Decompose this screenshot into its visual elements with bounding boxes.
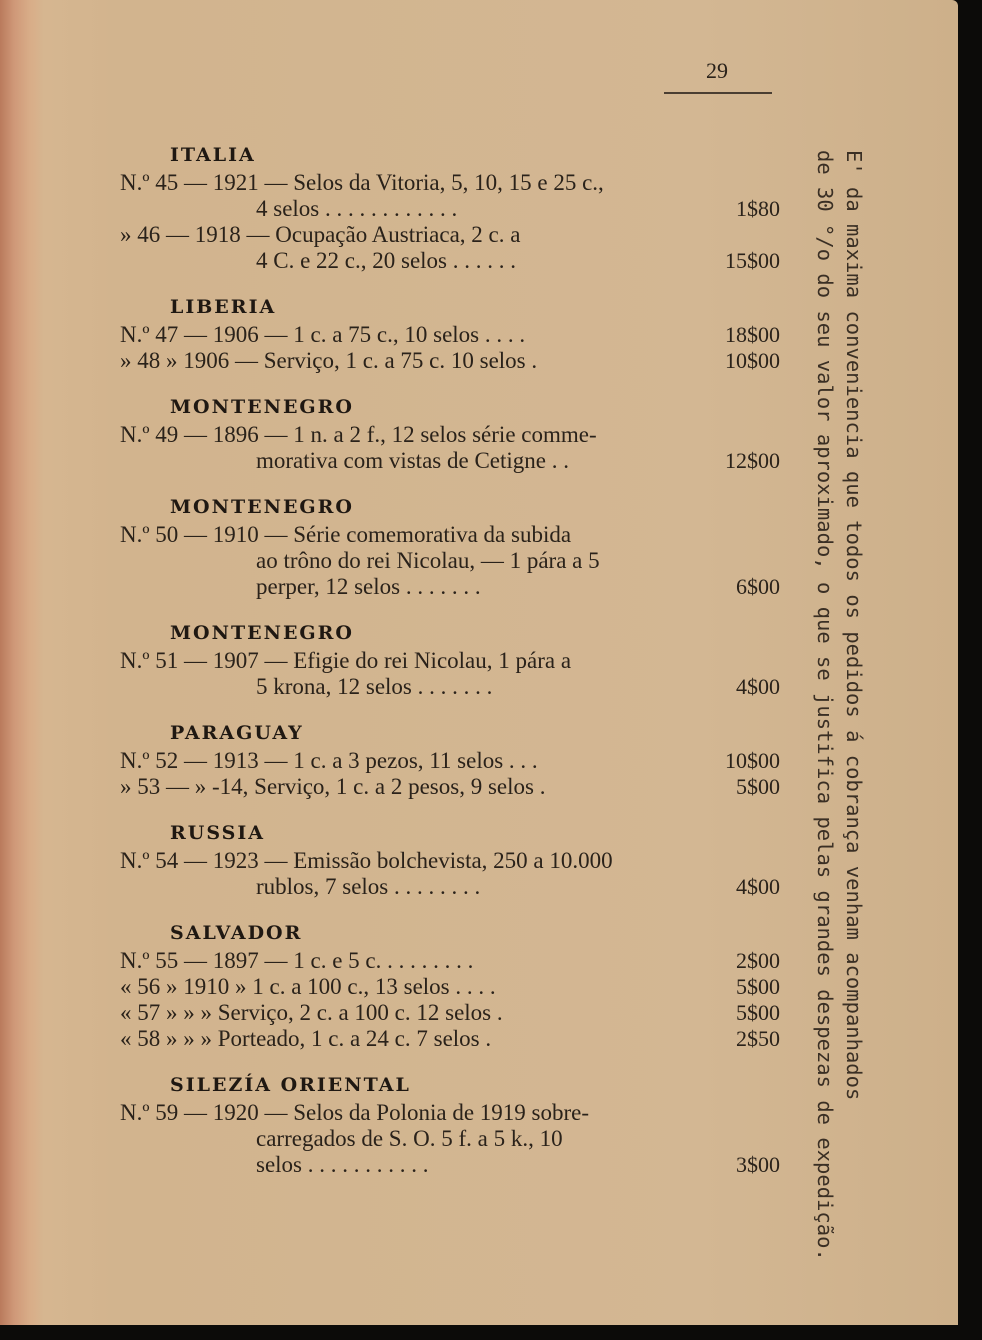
entry-continuation-line: ao trôno do rei Nicolau, — 1 pára a 5 [256,548,600,573]
catalog-section [120,392,780,474]
catalog-entry [120,748,780,774]
catalog-entry [120,1000,780,1026]
entry-line: N.º 59 — 1920 — Selos da Polonia de 1919 sobre- [120,1100,590,1125]
catalog-section [120,140,780,274]
entry-line: » 53 — » -14, Serviço, 1 c. a 2 pesos, 9 selos . [120,774,546,799]
entry-price: 5$00 [736,1000,780,1025]
entry-price: 1$80 [736,196,780,221]
entry-line: N.º 49 — 1896 — 1 n. a 2 f., 12 selos série comme- [120,422,597,447]
catalog-entry [120,222,780,274]
catalog-entry [120,422,780,474]
entry-price: 2$50 [736,1026,780,1051]
entry-continuation-line: rublos, 7 selos . . . . . . . . [256,874,481,899]
entry-price: 4$00 [736,874,780,899]
catalog-entry [120,1026,780,1052]
catalog-entry [120,774,780,800]
entry-line: N.º 47 — 1906 — 1 c. a 75 c., 10 selos . . . . [120,322,526,347]
entry-line: N.º 55 — 1897 — 1 c. e 5 c. . . . . . . . . [120,948,474,973]
catalog-section [120,718,780,800]
catalog-entry [120,974,780,1000]
section-heading: MONTENEGRO [170,622,354,644]
catalog-section [120,618,780,700]
page-number: 29 [706,58,728,83]
side-note-line-2: de 30 °/o do seu valor aproximado, o que se justifica pelas grandes despezas de expedição. [813,150,837,1261]
entry-price: 4$00 [736,674,780,699]
section-heading: LIBERIA [170,296,277,318]
section-heading: PARAGUAY [170,722,304,744]
entry-price: 15$00 [725,248,780,273]
section-heading: RUSSIA [170,822,266,844]
entry-continuation-line: perper, 12 selos . . . . . . . [256,574,481,599]
catalog-entry [120,522,780,600]
catalog-entry [120,1100,780,1178]
catalog-entry [120,348,780,374]
entry-line: N.º 51 — 1907 — Efigie do rei Nicolau, 1 pára a [120,648,572,673]
entry-price: 3$00 [736,1152,780,1177]
entry-line: N.º 52 — 1913 — 1 c. a 3 pezos, 11 selos . . . [120,748,538,773]
entry-line: « 57 » » » Serviço, 2 c. a 100 c. 12 selos . [120,1000,503,1025]
entry-price: 6$00 [736,574,780,599]
catalog-section [120,1070,780,1178]
catalog-entry [120,648,780,700]
catalog-entry [120,848,780,900]
entry-continuation-line: selos . . . . . . . . . . . [256,1152,429,1177]
page-binding [0,0,44,1325]
stamp-catalog-list [120,140,780,1196]
entry-continuation-line: 4 C. e 22 c., 20 selos . . . . . . [256,248,517,273]
entry-line: « 58 » » » Porteado, 1 c. a 24 c. 7 selos . [120,1026,492,1051]
section-heading: MONTENEGRO [170,496,354,518]
entry-price: 5$00 [736,974,780,999]
catalog-section [120,818,780,900]
entry-price: 12$00 [725,448,780,473]
entry-price: 10$00 [725,748,780,773]
catalog-section [120,292,780,374]
entry-price: 2$00 [736,948,780,973]
entry-price: 10$00 [725,348,780,373]
entry-continuation-line: carregados de S. O. 5 f. a 5 k., 10 [256,1126,563,1151]
catalog-entry [120,322,780,348]
section-heading: SALVADOR [170,922,303,944]
entry-price: 5$00 [736,774,780,799]
side-note [808,150,868,1261]
entry-continuation-line: 5 krona, 12 selos . . . . . . . [256,674,493,699]
entry-line: N.º 54 — 1923 — Emissão bolchevista, 250 a 10.000 [120,848,613,873]
page-number-rule [664,92,772,94]
entry-line: N.º 50 — 1910 — Série comemorativa da subida [120,522,572,547]
catalog-entry [120,170,780,222]
side-note-line-1: E' da maxima conveniencia que todos os pedidos á cobrança venham acompanhados [842,150,866,1101]
entry-line: N.º 45 — 1921 — Selos da Vitoria, 5, 10, 15 e 25 c., [120,170,604,195]
entry-price: 18$00 [725,322,780,347]
catalog-section [120,918,780,1052]
entry-continuation-line: 4 selos . . . . . . . . . . . . [256,196,458,221]
entry-continuation-line: morativa com vistas de Cetigne . . [256,448,569,473]
section-heading: SILEZÍA ORIENTAL [170,1074,411,1096]
entry-line: » 46 — 1918 — Ocupação Austriaca, 2 c. a [120,222,521,247]
catalog-section [120,492,780,600]
entry-line: « 56 » 1910 » 1 c. a 100 c., 13 selos . . . . [120,974,496,999]
entry-line: » 48 » 1906 — Serviço, 1 c. a 75 c. 10 selos . [120,348,538,373]
catalog-entry [120,948,780,974]
section-heading: ITALIA [170,144,256,166]
section-heading: MONTENEGRO [170,396,354,418]
